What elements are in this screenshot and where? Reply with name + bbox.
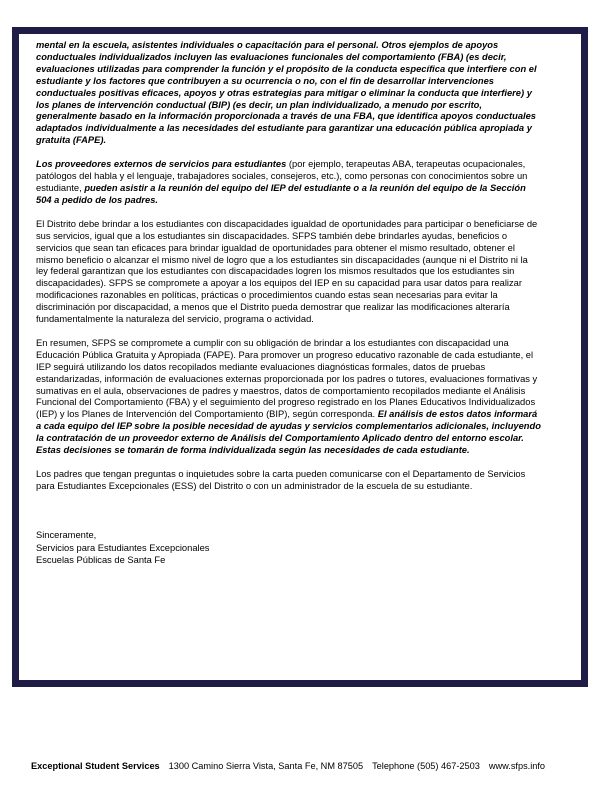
external-providers-end: pueden asistir a la reunión del equipo del IEP del estudiante o a la reunión del equipo de la Sección 504 a pedido de los padres. bbox=[36, 182, 526, 205]
paragraph-external-providers bbox=[36, 159, 542, 207]
paragraph-contact: Los padres que tengan preguntas o inquietudes sobre la carta pueden comunicarse con el Departamento de Servicios para Estudiantes Excepcionales (ESS) del Distrito o con un administrador de la escuela de su estudiante. bbox=[36, 469, 526, 491]
footer-address: 1300 Camino Sierra Vista, Santa Fe, NM 87505 bbox=[168, 761, 364, 771]
page-footer bbox=[31, 761, 591, 772]
closing-signature-line-1: Servicios para Estudiantes Excepcionales bbox=[36, 542, 210, 553]
summary-emphasis: El análisis de estos datos informará a cada equipo del IEP sobre la posible necesidad de ayudas y servicios complementarios adicionales, incluyendo la contratación de un proveedor externo de Análisis del Comportamiento Aplicado dentro del entorno escolar. Estas decisiones se tomarán de forma individualizada según las necesidades de cada estudiante. bbox=[36, 409, 541, 456]
footer-website: www.sfps.info bbox=[488, 761, 546, 771]
paragraph-behavior-supports: mental en la escuela, asistentes individuales o capacitación para el personal. Otros ejemplos de apoyos conductuales individualizados incluyen las evaluaciones funcionales del comportamiento (FBA) (es decir, evaluaciones utilizadas para comprender la función y el propósito de la conducta específica que interfiere con el estudiante y los factores que contribuyen a su ocurrencia o no, con el fin de desarrollar intervenciones conductuales positivas eficaces, apoyos y otras estrategias para mitigar o eliminar la conducta que interfiere) y los planes de intervención conductual (BIP) (es decir, un plan individualizado, a menudo por escrito, generalmente basado en la información proporcionada a través de una FBA, que identifica apoyos conductuales adaptados individualmente a las necesidades del estudiante para garantizar una educación pública apropiada y gratuita (FAPE). bbox=[36, 40, 537, 146]
paragraph-equal-opportunity: El Distrito debe brindar a los estudiantes con discapacidades igualdad de oportunidades para participar o beneficiarse de sus servicios, igual que a los estudiantes sin discapacidades. SFPS también debe brindarles ayudas, beneficios o servicios que sean tan eficaces para brindar igualdad de oportunidades para obtener el mismo resultado, obtener el mismo beneficio o alcanzar el mismo nivel de logro que a los estudiantes sin discapacidades (aunque ni el Distrito ni la ley federal garantizan que los estudiantes con discapacidades logren los mismos resultados que los estudiantes sin discapacidades). SFPS se compromete a apoyar a los equipos del IEP en su capacidad para usar datos para realizar modificaciones razonables en políticas, prácticas o procedimientos cuando estas sean necesarias para evitar la discriminación por discapacidad, a menos que el Distrito pueda demostrar que realizar las modificaciones alteraría fundamentalmente la naturaleza del servicio, programa o actividad. bbox=[36, 218, 538, 325]
footer-phone: Telephone (505) 467-2503 bbox=[372, 761, 480, 771]
letter-closing bbox=[36, 529, 542, 567]
closing-salutation: Sinceramente, bbox=[36, 529, 97, 540]
letter-body bbox=[36, 40, 542, 567]
closing-signature-line-2: Escuelas Públicas de Santa Fe bbox=[36, 555, 166, 566]
footer-org: Exceptional Student Services bbox=[31, 761, 160, 771]
external-providers-middle: (por ejemplo, terapeutas ABA, terapeutas ocupacionales, patólogos del habla y el lenguaje, trabajadores sociales, consejeros, etc.), como personas con conocimientos sobre un estudiante, bbox=[36, 159, 528, 193]
external-providers-lead: Los proveedores externos de servicios para estudiantes bbox=[36, 159, 287, 170]
summary-text: En resumen, SFPS se compromete a cumplir con su obligación de brindar a los estudiantes con discapacidad una Educación Pública Gratuita y Apropiada (FAPE). Para promover un progreso educativo razonable de cada estudiante, el IEP seguirá utilizando los datos recopilados mediante evaluaciones diagnósticas formales, datos de pruebas estandarizadas, información de evaluaciones externas proporcionada por los padres o tutores, evaluaciones formativas y sumativas en el aula, observaciones de padres y maestros, datos de comportamiento recopilados mediante el Análisis Funcional del Comportamiento (FBA) y el seguimiento del progreso registrado en los Planes Educativos Individualizados (IEP) y los Planes de Intervención del Comportamiento (BIP), según corresponda. bbox=[36, 337, 538, 420]
paragraph-summary bbox=[36, 338, 542, 457]
